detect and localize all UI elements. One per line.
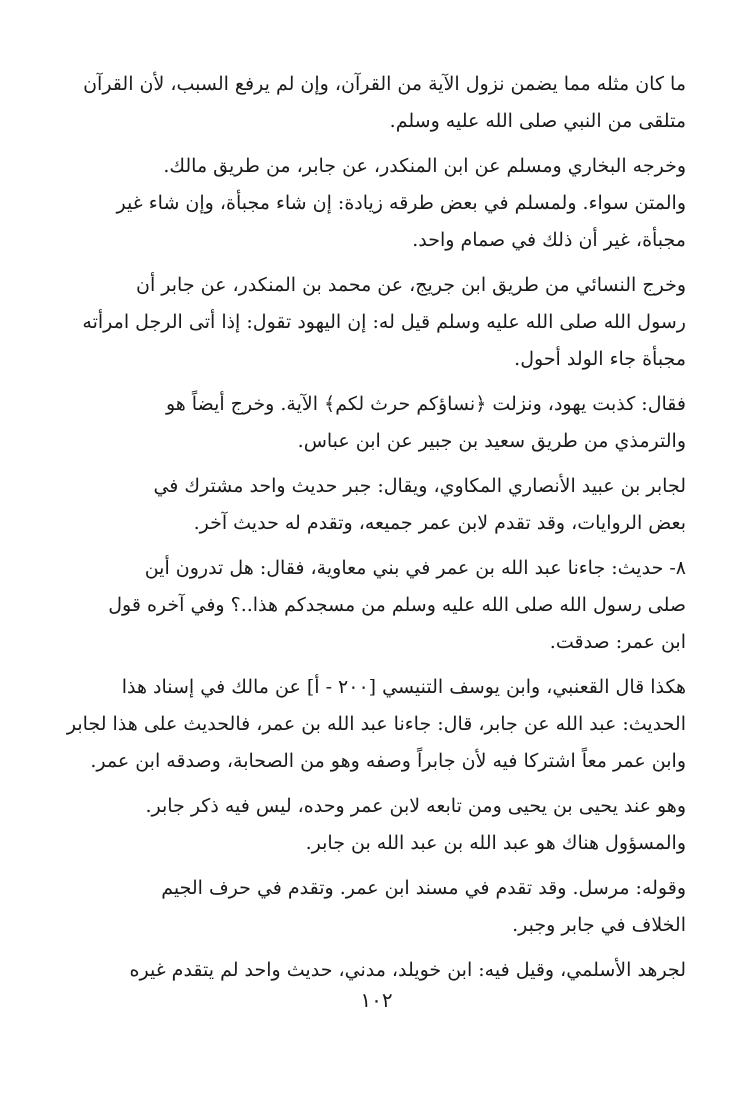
paragraph-7 xyxy=(66,669,686,780)
text-line: رسول الله صلى الله عليه وسلم قيل له: إن اليهود تقول: إذا أتى الرجل امرأته xyxy=(82,311,686,333)
text-line: وهو عند يحيى بن يحيى ومن تابعه لابن عمر وحده، ليس فيه ذكر جابر. xyxy=(145,795,686,817)
paragraph-5 xyxy=(66,468,686,542)
paragraph-8 xyxy=(66,788,686,862)
text-line: الخلاف في جابر وجبر. xyxy=(512,914,686,936)
paragraph-4 xyxy=(66,386,686,460)
text-line: والمسؤول هناك هو عبد الله بن عبد الله بن جابر. xyxy=(305,832,686,854)
paragraph-10 xyxy=(66,952,686,989)
text-line: بعض الروايات، وقد تقدم لابن عمر جميعه، وتقدم له حديث آخر. xyxy=(193,512,686,534)
paragraph-6 xyxy=(66,550,686,661)
text-line: والمتن سواء. ولمسلم في بعض طرقه زيادة: إن شاء مجبأة، وإن شاء غير xyxy=(116,192,686,214)
page-number: ١٠٢ xyxy=(360,988,393,1012)
document-page xyxy=(66,66,686,997)
text-line: متلقى من النبي صلى الله عليه وسلم. xyxy=(389,110,686,132)
text-line: الحديث: عبد الله عن جابر، قال: جاءنا عبد الله بن عمر، فالحديث على هذا لجابر xyxy=(66,713,686,735)
text-line: ابن عمر: صدقت. xyxy=(549,631,686,653)
paragraph-9 xyxy=(66,870,686,944)
paragraph-1 xyxy=(66,66,686,140)
paragraph-2 xyxy=(66,148,686,259)
text-line: فقال: كذبت يهود، ونزلت ﴿نساؤكم حرث لكم﴾ الآية. وخرج أيضاً هو xyxy=(165,393,686,415)
text-line: هكذا قال القعنبي، وابن يوسف التنيسي [٢٠٠ - أ] عن مالك في إسناد هذا xyxy=(121,676,686,698)
text-line: ما كان مثله مما يضمن نزول الآية من القرآن، وإن لم يرفع السبب، لأن القرآن xyxy=(83,73,686,95)
paragraph-3 xyxy=(66,267,686,378)
text-line: مجبأة جاء الولد أحول. xyxy=(514,348,686,370)
text-line: لجابر بن عبيد الأنصاري المكاوي، ويقال: جبر حديث واحد مشترك في xyxy=(153,475,686,497)
text-line: وخرجه البخاري ومسلم عن ابن المنكدر، عن جابر، من طريق مالك. xyxy=(163,155,686,177)
text-line: والترمذي من طريق سعيد بن جبير عن ابن عباس. xyxy=(297,430,686,452)
text-line: وقوله: مرسل. وقد تقدم في مسند ابن عمر. وتقدم في حرف الجيم xyxy=(161,877,686,899)
text-line: ٨- حديث: جاءنا عبد الله بن عمر في بني معاوية، فقال: هل تدرون أين xyxy=(144,557,686,579)
text-line: لجرهد الأسلمي، وقيل فيه: ابن خويلد، مدني، حديث واحد لم يتقدم غيره xyxy=(129,959,686,981)
text-line: صلى رسول الله صلى الله عليه وسلم من مسجدكم هذا..؟ وفي آخره قول xyxy=(108,594,686,616)
text-line: وابن عمر معاً اشتركا فيه لأن جابراً وصفه وهو من الصحابة، وصدقه ابن عمر. xyxy=(90,750,686,772)
text-line: مجبأة، غير أن ذلك في صمام واحد. xyxy=(412,229,686,251)
text-line: وخرج النسائي من طريق ابن جريج، عن محمد بن المنكدر، عن جابر أن xyxy=(136,274,686,296)
